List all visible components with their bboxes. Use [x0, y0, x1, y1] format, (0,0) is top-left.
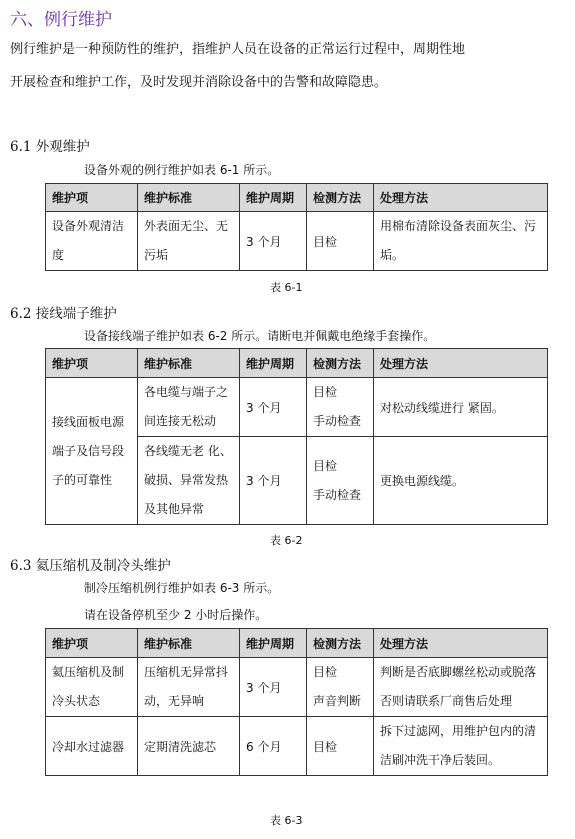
- table-row: [46, 658, 548, 717]
- cell-period: 3 个月: [240, 378, 307, 437]
- header-standard: 维护标准: [138, 629, 240, 658]
- header-period: 维护周期: [240, 349, 307, 378]
- cell-period: 3 个月: [240, 212, 307, 271]
- table-row: [46, 717, 548, 776]
- cell-period: 3 个月: [240, 658, 307, 717]
- section-heading: 六、例行维护: [10, 10, 112, 30]
- header-item: 维护项: [46, 349, 138, 378]
- table-header-row: [46, 184, 548, 212]
- section-6-1-intro: 设备外观的例行维护如表 6-1 所示。: [84, 163, 280, 177]
- header-handle: 处理方法: [374, 184, 548, 212]
- cell-method: [307, 658, 374, 717]
- header-handle: 处理方法: [374, 629, 548, 658]
- header-standard: 维护标准: [138, 184, 240, 212]
- header-handle: 处理方法: [374, 349, 548, 378]
- method-manual: 手动检查: [313, 487, 362, 502]
- cell-period: 6 个月: [240, 717, 307, 776]
- table-row: [46, 212, 548, 271]
- table-6-1: [45, 183, 548, 271]
- cell-standard: 各线缆无老 化、破损、异常发热及其他异常: [138, 437, 240, 525]
- section-6-2-title: 6.2 接线端子维护: [10, 306, 117, 322]
- cell-method: [307, 378, 374, 437]
- section-6-1-title: 6.1 外观维护: [10, 139, 90, 155]
- intro-paragraph-line-1: 例行维护是一种预防性的维护，指维护人员在设备的正常运行过程中，周期性地: [10, 42, 466, 57]
- section-6-2-intro: 设备接线端子维护如表 6-2 所示。请断电并佩戴电绝缘手套操作。: [84, 329, 436, 343]
- cell-period: 3 个月: [240, 437, 307, 525]
- caption-table-6-2: 表 6-2: [270, 534, 303, 547]
- cell-handle: 更换电源线缆。: [374, 437, 548, 525]
- header-method: 检测方法: [307, 629, 374, 658]
- caption-table-6-3: 表 6-3: [270, 814, 303, 827]
- cell-handle: 判断是否底脚螺丝松动或脱落否则请联系厂商售后处理: [374, 658, 548, 717]
- cell-handle: 用棉布清除设备表面灰尘、污垢。: [374, 212, 548, 271]
- cell-item: 冷却水过滤器: [46, 717, 138, 776]
- cell-handle: 拆下过滤网，用维护包内的清洁刷冲洗干净后装回。: [374, 717, 548, 776]
- cell-standard: 各电缆与端子之间连接无松动: [138, 378, 240, 437]
- method-visual: 目检: [313, 385, 338, 399]
- cell-method: 目检: [307, 717, 374, 776]
- method-manual: 手动检查: [313, 414, 362, 428]
- table-6-2: [45, 348, 548, 525]
- cell-standard: 压缩机无异常抖动，无异响: [138, 658, 240, 717]
- cell-item: 设备外观清洁度: [46, 212, 138, 271]
- method-visual: 目检: [313, 665, 338, 679]
- table-6-3: [45, 628, 548, 776]
- table-header-row: [46, 629, 548, 658]
- header-method: 检测方法: [307, 184, 374, 212]
- cell-standard: 外表面无尘、无污垢: [138, 212, 240, 271]
- method-visual: 目检: [313, 458, 338, 473]
- header-standard: 维护标准: [138, 349, 240, 378]
- caption-table-6-1: 表 6-1: [270, 281, 303, 294]
- header-item: 维护项: [46, 629, 138, 658]
- cell-handle: 对松动线缆进行 紧固。: [374, 378, 548, 437]
- header-method: 检测方法: [307, 349, 374, 378]
- method-sound: 声音判断: [313, 694, 362, 708]
- table-header-row: [46, 349, 548, 378]
- table-row: [46, 378, 548, 437]
- cell-item: 氦压缩机及制冷头状态: [46, 658, 138, 717]
- cell-standard: 定期清洗滤芯: [138, 717, 240, 776]
- header-period: 维护周期: [240, 184, 307, 212]
- intro-paragraph-line-2: 开展检查和维护工作，及时发现并消除设备中的告警和故障隐患。: [10, 75, 388, 90]
- cell-method: 目检: [307, 212, 374, 271]
- header-item: 维护项: [46, 184, 138, 212]
- section-6-3-title: 6.3 氦压缩机及制冷头维护: [10, 558, 171, 574]
- header-period: 维护周期: [240, 629, 307, 658]
- cell-method: [307, 437, 374, 525]
- cell-item: 接线面板电源端子及信号段子的可靠性: [46, 378, 138, 525]
- section-6-3-note: 请在设备停机至少 2 小时后操作。: [84, 608, 268, 622]
- section-6-3-intro: 制冷压缩机例行维护如表 6-3 所示。: [84, 581, 280, 595]
